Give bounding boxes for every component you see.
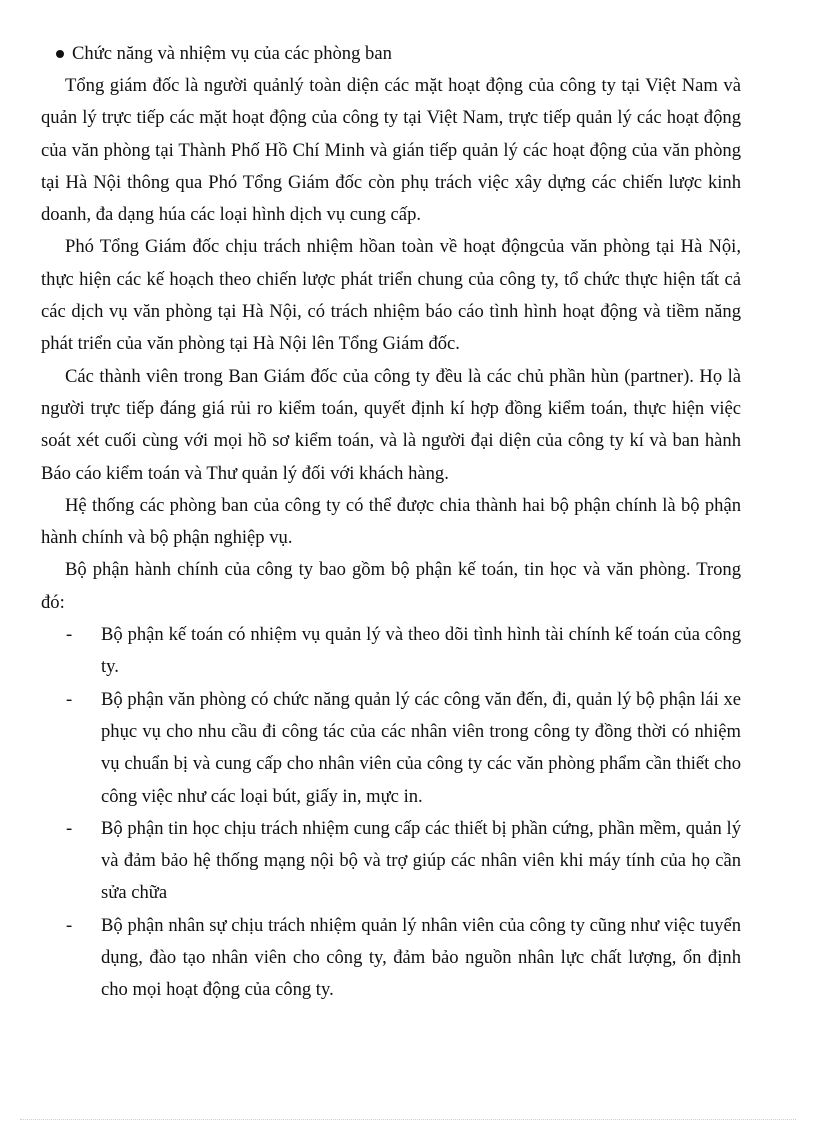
list-dash: -	[66, 817, 73, 839]
list-item-text: Bộ phận văn phòng có chức năng quản lý các công văn đến, đi, quản lý bộ phận lái xe phục vụ cho nhu cầu đi công tác của các nhân viên trong công ty đồng thời có nhiệm vụ chuẩn bị và cung cấp cho nhân viên của công ty các văn phòng phẩm cần thiết cho công việc như các loại bút, giấy in, mực in.	[101, 688, 741, 807]
paragraph-admin-division: Bộ phận hành chính của công ty bao gồm bộ phận kế toán, tin học và văn phòng. Trong đó:	[41, 559, 741, 613]
section-heading	[41, 38, 741, 70]
list-item	[41, 813, 741, 910]
document-page	[41, 38, 741, 1007]
paragraph-general-director: Tổng giám đốc là người quảnlý toàn diện các mặt hoạt động của công ty tại Việt Nam và quản lý trực tiếp các mặt hoạt động của công ty tại Việt Nam, trực tiếp quản lý các hoạt động của văn phòng tại Thành Phố Hồ Chí Minh và gián tiếp quản lý các hoạt động của văn phòng tại Hà Nội thông qua Phó Tổng Giám đốc còn phụ trách việc xây dựng các chiến lược kinh doanh, đa dạng húa các loại hình dịch vụ cung cấp.	[41, 75, 741, 226]
list-item-text: Bộ phận kế toán có nhiệm vụ quản lý và theo dõi tình hình tài chính kế toán của công ty.	[101, 624, 741, 678]
list-item	[41, 684, 741, 813]
page-bottom-divider	[20, 1119, 796, 1120]
list-item	[41, 619, 741, 684]
list-dash: -	[66, 688, 73, 710]
department-list	[41, 619, 741, 1007]
paragraph-board-members: Các thành viên trong Ban Giám đốc của công ty đều là các chủ phần hùn (partner). Họ là người trực tiếp đáng giá rủi ro kiểm toán, quyết định kí hợp đồng kiểm toán, thực hiện việc soát xét cuối cùng với mọi hồ sơ kiểm toán, và là người đại diện của công ty kí và ban hành Báo cáo kiểm toán và Thư quản lý đối với khách hàng.	[41, 365, 741, 484]
list-item	[41, 910, 741, 1007]
bullet-dot-icon	[56, 50, 64, 58]
list-item-text: Bộ phận nhân sự chịu trách nhiệm quản lý nhân viên của công ty cũng như việc tuyển dụng, đào tạo nhân viên cho công ty, đảm bảo nguồn nhân lực chất lượng, ổn định cho mọi hoạt động của công ty.	[101, 914, 741, 1001]
list-dash: -	[66, 624, 73, 646]
section-heading-text: Chức năng và nhiệm vụ của các phòng ban	[72, 43, 392, 64]
list-item-text: Bộ phận tin học chịu trách nhiệm cung cấp các thiết bị phần cứng, phần mềm, quản lý và đảm bảo hệ thống mạng nội bộ và trợ giúp các nhân viên khi máy tính của họ cần sửa chữa	[101, 817, 741, 904]
paragraph-deputy-director: Phó Tổng Giám đốc chịu trách nhiệm hồan toàn về hoạt độngcủa văn phòng tại Hà Nội, thực hiện các kế hoạch theo chiến lược phát triển chung của công ty, tổ chức thực hiện tất cả các dịch vụ văn phòng tại Hà Nội, có trách nhiệm báo cáo tình hình hoạt động và tiềm năng phát triển của văn phòng tại Hà Nội lên Tổng Giám đốc.	[41, 236, 741, 355]
list-dash: -	[66, 914, 73, 936]
paragraph-departments: Hệ thống các phòng ban của công ty có thể được chia thành hai bộ phận chính là bộ phận hành chính và bộ phận nghiệp vụ.	[41, 494, 741, 549]
